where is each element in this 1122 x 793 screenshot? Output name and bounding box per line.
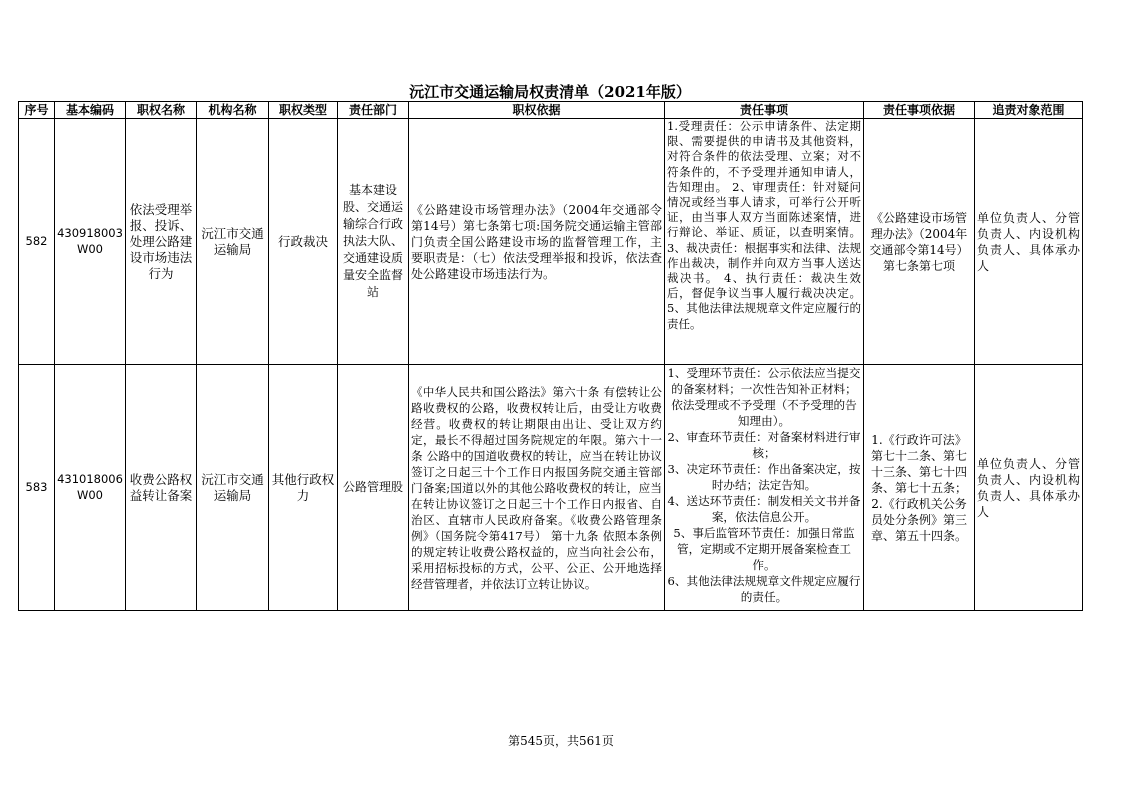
row-dept: 公路管理股 — [338, 365, 409, 611]
header-power-type: 职权类型 — [269, 102, 338, 119]
table-row — [19, 365, 1083, 611]
row-seq: 583 — [19, 365, 55, 611]
row-power-type: 其他行政权力 — [269, 365, 338, 611]
header-dept: 责任部门 — [338, 102, 409, 119]
row-basis: 《公路建设市场管理办法》（2004年交通部令第14号）第七条第七项:国务院交通运输主管部门负责全国公路建设市场的监督管理工作，主要职责是：（七）依法受理举报和投诉，依法查处公路建设市场违法行为。 — [409, 119, 665, 365]
duty-step: 4、送达环节责任：制发相关文书并备案，依法信息公开。 — [667, 494, 861, 524]
row-power-type: 行政裁决 — [269, 119, 338, 365]
duty-step: 6、其他法律法规规章文件规定应履行的责任。 — [667, 574, 861, 604]
header-basis: 职权依据 — [409, 102, 665, 119]
header-agency: 机构名称 — [197, 102, 269, 119]
header-row — [19, 102, 1083, 119]
row-accountable: 单位负责人、分管负责人、内设机构负责人、具体承办人 — [975, 365, 1083, 611]
row-duty-basis: 《公路建设市场管理办法》（2004年交通部令第14号）第七条第七项 — [864, 119, 975, 365]
header-seq: 序号 — [19, 102, 55, 119]
row-basis: 《中华人民共和国公路法》第六十条 有偿转让公路收费权的公路，收费权转让后，由受让方收费经营。收费权的转让期限由出让、受让双方约定，最长不得超过国务院规定的年限。第六十一条 公路中的国道收费权的转让，应当在转让协议签订之日起三十个工作日内报国务院交通主管部门备案;国道以外的其他公路收费权的转让，应当在转让协议签订之日起三十个工作日内报省、自治区、直辖市人民政府备案。《收费公路管理条例》（国务院令第417号） 第十九条 依照本条例的规定转让收费公路权益的，应当向社会公布，采用招标投标的方式，公平、公正、公开地选择经营管理者，并依法订立转让协议。 — [409, 365, 665, 611]
row-agency: 沅江市交通运输局 — [197, 119, 269, 365]
row-code: 431018006W00 — [55, 365, 126, 611]
duty-list-table — [18, 101, 1083, 611]
row-accountable: 单位负责人、分管负责人、内设机构负责人、具体承办人 — [975, 119, 1083, 365]
table-row — [19, 119, 1083, 365]
duty-step: 1、受理环节责任：公示依法应当提交的备案材料；一次性告知补正材料；依法受理或不予受理（不予受理的告知理由）。 — [667, 366, 861, 428]
row-duties — [665, 119, 864, 365]
row-duties — [665, 365, 864, 611]
header-duty-basis: 责任事项依据 — [864, 102, 975, 119]
page-title: 沅江市交通运输局权责清单（2021年版） — [409, 83, 691, 101]
duty-step: 5、事后监管环节责任：加强日常监管，定期或不定期开展备案检查工作。 — [673, 526, 855, 572]
row-code: 430918003W00 — [55, 119, 126, 365]
row-duties-text: 1.受理责任：公示申请条件、法定期限、需要提供的申请书及其他资料，对符合条件的依法受理、立案；对不符条件的，不予受理并通知申请人，告知理由。 2、审理责任：针对疑问情况或经当事人请求，可举行公开听证，由当事人双方当面陈述案情，进行辩论、举证、质证，以查明案情。 3、裁决责任：根据事实和法律、法规作出裁决，制作并向双方当事人送达裁决书。 4、执行责任：裁决生效后，督促争议当事人履行裁决决定。 5、其他法律法规规章文件定应履行的责任。 — [667, 119, 861, 331]
row-power-name: 收费公路权益转让备案 — [126, 365, 197, 611]
row-seq: 582 — [19, 119, 55, 365]
header-power-name: 职权名称 — [126, 102, 197, 119]
duty-step: 2、审查环节责任：对备案材料进行审核； — [667, 430, 861, 460]
duty-step: 3、决定环节责任：作出备案决定，按时办结；法定告知。 — [667, 462, 861, 492]
header-duties: 责任事项 — [665, 102, 864, 119]
row-duty-basis: 1.《行政许可法》第七十二条、第七十三条、第七十四条、第七十五条；2.《行政机关公务员处分条例》第三章、第五十四条。 — [864, 365, 975, 611]
row-agency: 沅江市交通运输局 — [197, 365, 269, 611]
page-footer: 第545页，共561页 — [508, 734, 614, 748]
row-dept: 基本建设股、交通运输综合行政执法大队、交通建设质量安全监督站 — [338, 119, 409, 365]
header-code: 基本编码 — [55, 102, 126, 119]
header-accountable: 追责对象范围 — [975, 102, 1083, 119]
row-power-name: 依法受理举报、投诉、处理公路建设市场违法行为 — [126, 119, 197, 365]
